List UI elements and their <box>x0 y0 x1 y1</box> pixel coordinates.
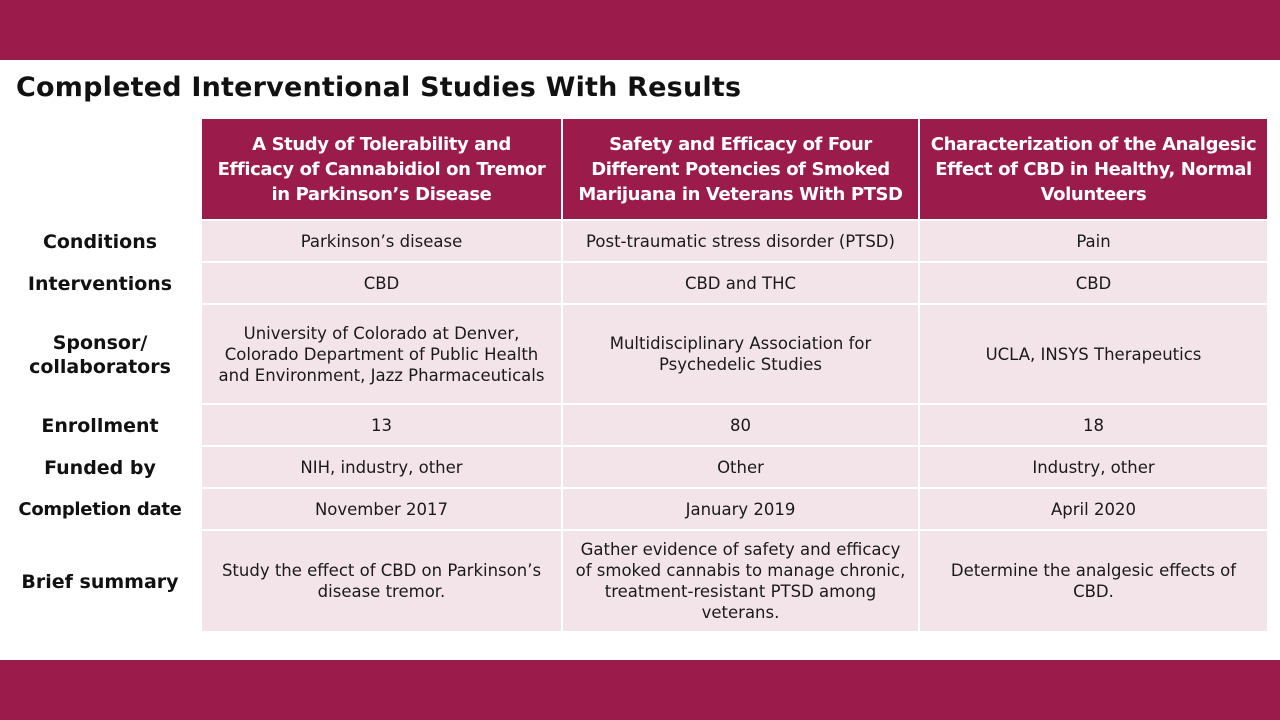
table-cell: NIH, industry, other <box>200 447 561 489</box>
table-cell: Multidisciplinary Association for Psychedelic Studies <box>561 305 918 405</box>
row-label-interventions: Interventions <box>27 273 173 295</box>
table-cell: 18 <box>918 405 1267 447</box>
row-label-conditions: Conditions <box>42 231 158 253</box>
studies-table <box>0 119 1267 633</box>
page-title: Completed Interventional Studies With Results <box>16 72 742 103</box>
column-header-study-3: Characterization of the Analgesic Effect of CBD in Healthy, Normal Volunteers <box>918 119 1267 221</box>
table-cell: Determine the analgesic effects of CBD. <box>918 531 1267 633</box>
row-label-funded-by: Funded by <box>44 457 156 479</box>
table-cell: University of Colorado at Denver, Colorado Department of Public Health and Environment, Jazz Pharmaceuticals <box>200 305 561 405</box>
table-cell: Parkinson’s disease <box>200 221 561 263</box>
table-cell: Gather evidence of safety and efficacy of smoked cannabis to manage chronic, treatment-resistant PTSD among veterans. <box>561 531 918 633</box>
column-header-study-2: Safety and Efficacy of Four Different Potencies of Smoked Marijuana in Veterans With PTSD <box>561 119 918 221</box>
table-cell: 80 <box>561 405 918 447</box>
row-label-enrollment: Enrollment <box>41 415 159 437</box>
table-cell: April 2020 <box>918 489 1267 531</box>
table-cell: November 2017 <box>200 489 561 531</box>
row-label-brief-summary: Brief summary <box>21 571 179 593</box>
table-cell: CBD <box>918 263 1267 305</box>
table-cell: 13 <box>200 405 561 447</box>
column-header-study-1: A Study of Tolerability and Efficacy of Cannabidiol on Tremor in Parkinson’s Disease <box>200 119 561 221</box>
table-cell: Study the effect of CBD on Parkinson’s disease tremor. <box>200 531 561 633</box>
table-cell: Other <box>561 447 918 489</box>
table-cell: January 2019 <box>561 489 918 531</box>
table-cell: Pain <box>918 221 1267 263</box>
table-cell: CBD and THC <box>561 263 918 305</box>
bottom-banner <box>0 660 1280 720</box>
row-label-completion-date: Completion date <box>18 499 182 520</box>
row-label-sponsor: Sponsor/ collaborators <box>29 332 171 378</box>
table-cell: UCLA, INSYS Therapeutics <box>918 305 1267 405</box>
table-cell: CBD <box>200 263 561 305</box>
table-cell: Industry, other <box>918 447 1267 489</box>
table-cell: Post-traumatic stress disorder (PTSD) <box>561 221 918 263</box>
table-corner <box>0 119 200 221</box>
top-banner <box>0 0 1280 60</box>
